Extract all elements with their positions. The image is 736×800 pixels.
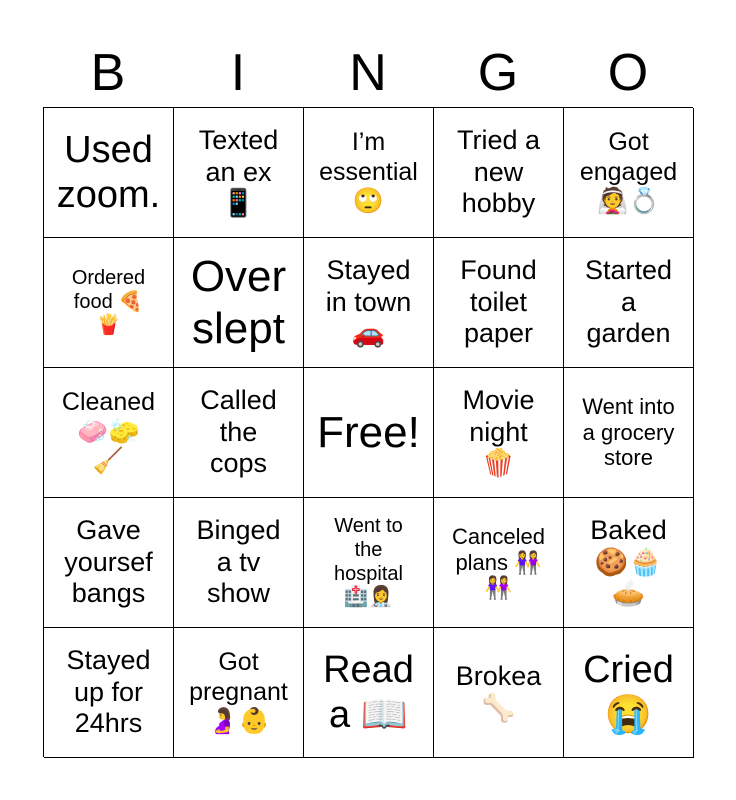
bingo-cell[interactable] [564, 628, 694, 758]
cell-text: Went to the hospital 🏥👩‍⚕️ [334, 515, 403, 609]
cell-text: Stayed in town 🚗 [325, 254, 412, 349]
cell-text: Stayed up for 24hrs [66, 644, 151, 739]
bingo-board [43, 107, 693, 757]
cell-text: Went into a grocery store [582, 393, 675, 471]
cell-text: Cleaned 🧼🧽 🧹 [61, 388, 156, 476]
bingo-cell[interactable] [174, 108, 304, 238]
header-letter-o: O [607, 44, 649, 102]
header-letter-i: I [230, 44, 246, 102]
bingo-cell[interactable] [434, 108, 564, 238]
bingo-cell[interactable] [44, 108, 174, 238]
bingo-cell[interactable] [44, 628, 174, 758]
bingo-cell[interactable] [44, 498, 174, 628]
bingo-cell[interactable] [304, 238, 434, 368]
free-cell[interactable] [304, 368, 434, 498]
bingo-cell[interactable] [304, 498, 434, 628]
bingo-cell[interactable] [44, 238, 174, 368]
bingo-cell[interactable] [434, 498, 564, 628]
bingo-cell[interactable] [44, 368, 174, 498]
cell-text: Started a garden [584, 254, 673, 349]
cell-text: Free! [317, 407, 420, 457]
cell-text: Cried 😭 [583, 648, 674, 736]
header-letter-b: B [90, 44, 126, 102]
cell-text: Found toilet paper [460, 254, 537, 349]
bingo-cell[interactable] [174, 498, 304, 628]
bingo-cell[interactable] [434, 368, 564, 498]
cell-text: Brokea 🦴 [455, 660, 542, 723]
bingo-cell[interactable] [174, 368, 304, 498]
cell-text: Tried a new hobby [456, 124, 541, 219]
bingo-cell[interactable] [564, 498, 694, 628]
bingo-cell[interactable] [434, 628, 564, 758]
cell-text: Baked 🍪🧁 🥧 [590, 514, 667, 609]
cell-text: Ordered food 🍕 🍟 [71, 267, 146, 337]
bingo-cell[interactable] [174, 238, 304, 368]
cell-text: Read a 📖 [323, 648, 414, 736]
cell-text: Got engaged 👰💍 [579, 128, 678, 216]
bingo-cell[interactable] [564, 108, 694, 238]
cell-text: Canceled plans 👭 👭 [452, 523, 545, 601]
cell-text: Movie night 🍿 [462, 384, 535, 479]
header-letter-n: N [349, 44, 387, 102]
bingo-cell[interactable] [564, 238, 694, 368]
cell-text: Got pregnant 🤰👶 [189, 648, 288, 736]
header-letter-g: G [477, 44, 519, 102]
bingo-header [43, 40, 693, 106]
bingo-cell[interactable] [564, 368, 694, 498]
cell-text: Texted an ex 📱 [198, 124, 279, 219]
cell-text: Gave yoursef bangs [64, 514, 153, 609]
bingo-cell[interactable] [304, 108, 434, 238]
cell-text: Binged a tv show [196, 514, 281, 609]
bingo-cell[interactable] [304, 628, 434, 758]
cell-text: Over slept [190, 251, 287, 353]
cell-text: Called the cops [200, 384, 277, 479]
bingo-cell[interactable] [174, 628, 304, 758]
bingo-cell[interactable] [434, 238, 564, 368]
cell-text: I’m essential 🙄 [319, 128, 418, 216]
cell-text: Used zoom. [56, 128, 161, 216]
